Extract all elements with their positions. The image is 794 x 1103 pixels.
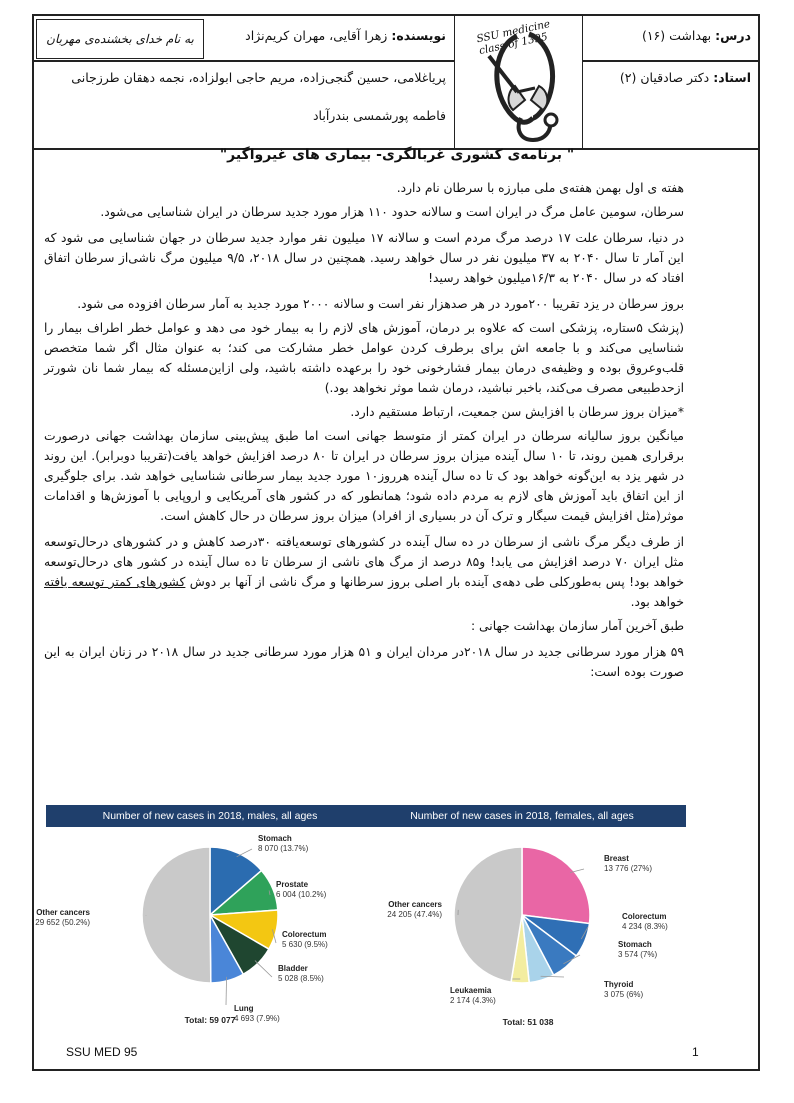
pie-slice-breast [522, 847, 590, 923]
slice-value-label: 29 652 (50.2%) [35, 918, 90, 927]
slice-name-label: Other cancers [388, 900, 442, 909]
slice-name-label: Thyroid [604, 980, 634, 989]
course-line [642, 28, 751, 43]
author-line [245, 28, 446, 43]
logo-caption: SSU medicine class of 1395 [475, 18, 552, 58]
chart-females [358, 805, 686, 1027]
authors-cell [34, 16, 454, 148]
slice-name-label: Prostate [276, 880, 309, 889]
chart-title: Number of new cases in 2018, females, all ages [358, 805, 686, 827]
header [34, 16, 758, 150]
paragraph: (پزشک ۵ستاره، پزشکی است که علاوه بر درمان، آموزش های لازم را به بیمار خود می دهد و عوامل خطر اطراف بیمار را شناسایی می‌کند و با جامعه اش برای برطرف کردن عوامل خطر مشارکت می کند؛ به عنوان مثال اگر شما متخصص قلب‌وعروق بوده و وظیفه‌ی درمان بیمار فشارخونی خود را برعهده داشته باشید، ولی ازاین‌مسئله که بیمار شما نان شورتر ازحدطبیعی مصرف می‌کند، باخبر نباشید، درمان شما موثر نخواهد بود.) [44, 321, 684, 395]
slice-name-label: Colorectum [622, 912, 667, 921]
course-value: بهداشت (۱۶) [641, 28, 712, 43]
authors-line2: پریاغلامی، حسین گنجی‌زاده، مریم حاجی ابولزاده، نجمه دهقان طرزجانی [71, 70, 446, 85]
pie-chart-females [358, 827, 686, 1027]
leader-line [255, 961, 272, 977]
paragraph: میانگین بروز سالیانه سرطان در ایران کمتر از متوسط جهانی است اما طبق پیش‌بینی سازمان بهداشت جهانی درصورت برقراری همین روند، تا ۱۰ سال آینده میزان بروز سرطان در ایران تا ۸۰ درصد افزایش خواهد یافت(تقریبا دوبرابر). این روند در شهر یزد به این‌گونه خواهد بود ک تا ده سال آینده هرروز۱۰ مورد جدید بیمار سرطانی شناسایی خواهد شد. برای جلوگیری از این اتفاق باید آموزش های لازم به مردم داده شود؛ همانطور که در کشور های آمریکایی و اروپایی با آموزش‌ها و اقدامات موثر(مثل افزایش قیمت سیگار و ترک آن در بسیاری از افراد) میزان بروز سرطان در حال کاهش است. [44, 429, 685, 523]
paragraph: هفته ی اول بهمن هفته‌ی ملی مبارزه با سرطان نام دارد. [396, 181, 684, 195]
slice-name-label: Other cancers [36, 908, 90, 917]
divider [34, 60, 454, 62]
slice-value-label: 24 205 (47.4%) [387, 910, 442, 919]
leader-line [226, 977, 227, 1005]
slice-value-label: 8 070 (13.7%) [258, 844, 309, 853]
paragraph: *میزان بروز سرطان با افزایش سن جمعیت، ارتباط مستقیم دارد. [350, 405, 684, 419]
paragraph-text: از طرف دیگر مرگ ناشی از سرطان در ده سال آینده در کشورهای توسعه‌یافته ۳۰درصد کاهش و در کشورهای درحال‌توسعه مثل ایران ۷۰ درصد افزایش می یابد! و۸۵ درصد از مرگ های ناشی از سرطان تا ده سال آینده در کشور های درحال‌توسعه خواهد بود! پس به‌طورکلی طی دهه‌ی آینده بار اصلی بروز سرطانها و مرگ ناشی از آنها بر دوش [44, 535, 685, 589]
underlined-phrase: کشورهای کمتر توسعه یافته [44, 575, 186, 589]
slice-name-label: Stomach [258, 834, 292, 843]
slice-value-label: 5 028 (8.5%) [278, 974, 324, 983]
chart-title: Number of new cases in 2018, males, all ages [46, 805, 374, 827]
slice-value-label: 3 075 (6%) [604, 990, 644, 999]
slice-value-label: 3 574 (7%) [618, 950, 658, 959]
paragraph: بروز سرطان در یزد تقریبا ۲۰۰مورد در هر صدهزار نفر است و سالانه ۲۰۰۰ مورد جدید به آمار سرطان افزوده می شود. [77, 297, 684, 311]
slice-value-label: 5 630 (9.5%) [282, 940, 328, 949]
slice-value-label: 6 004 (10.2%) [276, 890, 327, 899]
basmala: به نام خدای بخشنده‌ی مهربان [36, 19, 204, 59]
pie-slice-other-cancers [142, 847, 211, 983]
authors-line3: فاطمه پورشمسی بندرآباد [312, 108, 446, 123]
course-info [582, 16, 759, 148]
slice-value-label: 4 234 (8.3%) [622, 922, 668, 931]
slice-name-label: Leukaemia [450, 986, 492, 995]
footer-label: SSU MED 95 [66, 1045, 138, 1059]
paragraph: در دنیا، سرطان علت ۱۷ درصد مرگ مردم است و سالانه ۱۷ میلیون نفر موارد جدید سرطان در جهان شناسایی می شود که این آمار تا سال ۲۰۴۰ به ۳۷ میلیون نفر در سال خواهد رسید. همچنین در سال ۲۰۱۸، ۹/۵ میلیون مرگ ناشی‌از سرطان اتفاق افتاد که در سال ۲۰۴۰ به ۱۶/۳میلیون خواهد رسید! [44, 231, 685, 285]
page-number: 1 [692, 1045, 699, 1059]
pie-chart-males [35, 827, 374, 1027]
chart-total-label: Total: 59 077 [184, 1015, 236, 1025]
authors-line1: زهرا آقایی، مهران کریم‌نژاد [245, 28, 388, 43]
slice-name-label: Lung [234, 1004, 254, 1013]
paragraph: طبق آخرین آمار سازمان بهداشت جهانی : [470, 619, 684, 633]
author-label: نویسنده: [391, 28, 446, 43]
pie-slice-other-cancers [454, 847, 522, 982]
paragraph: سرطان، سومین عامل مرگ در ایران است و سالانه حدود ۱۱۰ هزار مورد جدید سرطان در ایران شناسایی می‌شود. [100, 205, 684, 219]
course-label: درس: [715, 28, 751, 43]
slice-name-label: Bladder [278, 964, 308, 973]
chart-males [35, 805, 374, 1027]
paragraph: ۵۹ هزار مورد سرطانی جدید در سال ۲۰۱۸در مردان ایران و ۵۱ هزار مورد سرطانی جدید در سال ۲۰۱۸ در زنان ایران به این صورت بوده است: [44, 645, 684, 679]
paragraph-tail: خواهد بود. [630, 595, 684, 609]
teacher-line [620, 70, 751, 85]
teacher-label: استاد: [713, 70, 751, 85]
divider [583, 60, 759, 62]
page-title: " برنامه‌ی کشوری غربالگری- بیماری های غیرواگیر" [219, 147, 575, 163]
chart-total-label: Total: 51 038 [502, 1017, 554, 1027]
logo-cell [454, 16, 583, 148]
slice-value-label: 13 776 (27%) [604, 864, 653, 873]
teacher-value: دکتر صادقیان (۲) [619, 70, 710, 85]
slice-name-label: Colorectum [282, 930, 327, 939]
stethoscope-logo-icon [455, 16, 583, 148]
body-text [44, 178, 684, 686]
slice-name-label: Breast [604, 854, 629, 863]
paragraph [44, 532, 684, 612]
slice-value-label: 2 174 (4.3%) [450, 996, 496, 1005]
slice-value-label: 4 693 (7.9%) [234, 1014, 280, 1023]
slice-name-label: Stomach [618, 940, 652, 949]
